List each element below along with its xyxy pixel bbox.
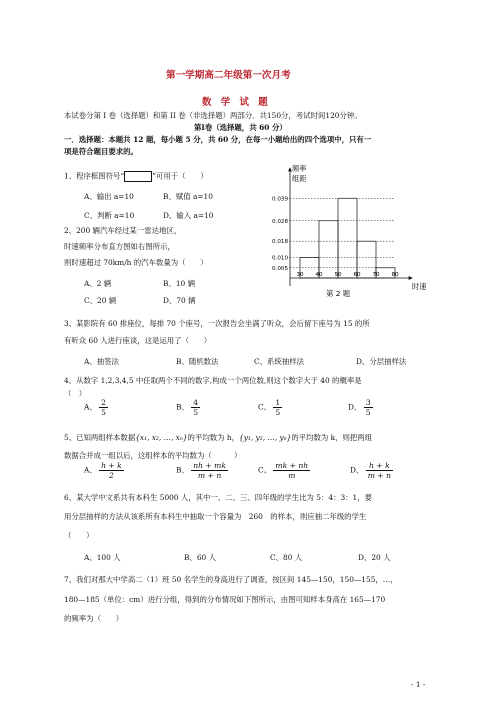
q5-line-2: 数据合并成一组以后，这组样本的平均数为（ ） <box>64 451 242 460</box>
q7-line-2: 180—185（单位：cm）进行分组，得到的分布情况如下图所示，由图可知样本身高在 165—170 <box>64 595 386 604</box>
q4-option-a <box>84 398 108 417</box>
q5-option-c <box>258 461 310 480</box>
q4-option-b-label: B、 <box>176 402 189 412</box>
y-axis-label-bottom: 组距 <box>292 174 307 183</box>
q2-line-2: 时速频率分布直方图如右图所示， <box>64 242 175 251</box>
q2-option-a: A、2 辆 <box>84 279 112 288</box>
instruction-line-2: 项是符合题目要求的。 <box>64 147 138 156</box>
q4-option-b-fraction <box>191 398 200 417</box>
q5-set-y: {y₁, y₂, …, yₙ} <box>239 433 292 442</box>
denominator: 5 <box>193 408 199 417</box>
q1-option-c: C、判断 a=10 <box>84 211 135 220</box>
q5-line-1-c: 的平均数为 k，则把两组 <box>291 433 373 442</box>
denominator: 5 <box>275 408 281 417</box>
y-tick-label: 0.010 <box>271 255 288 262</box>
q4-option-d-fraction <box>364 398 373 417</box>
denominator: m + n <box>367 471 391 480</box>
q4-line-2: （ ） <box>64 389 87 398</box>
q1-option-d: D、输入 a=10 <box>163 211 214 220</box>
y-tick-label: 0.039 <box>271 196 288 203</box>
q7-line-3: 的频率为（ ） <box>64 614 124 623</box>
q6-line-2: 用分层抽样的方法从该系所有本科生中抽取一个容量为 260 的样本，则应抽二年级的学生 <box>64 512 367 521</box>
q5-line-1-a: 5、已知两组样本数据 <box>64 433 136 442</box>
section-header: 第Ⅰ卷（选择题，共 60 分） <box>194 123 287 132</box>
intro-text: 本试卷分第 I 卷（选择题）和第 II 卷（非选择题）两部分．共150分，考试时间120分钟。 <box>64 111 362 120</box>
q3-line-1: 3、某影院有 60 排座位，每排 70 个座号，一次报告会坐满了听众，会后留下座号为 15 的所 <box>64 319 370 328</box>
q5-option-b <box>176 461 228 480</box>
histogram-bar-40-50 <box>319 221 338 278</box>
q3-option-a: A、抽签法 <box>84 357 119 366</box>
q5-option-d-label: D、 <box>350 465 364 475</box>
q4-option-c-fraction <box>273 398 282 417</box>
q2-option-d: D、70 辆 <box>163 296 196 305</box>
x-tick-label: 80 <box>391 272 399 278</box>
page-title: 第一学期高二年级第一次月考 <box>166 70 291 81</box>
q5-option-a <box>84 461 124 480</box>
q1-stem-a: 1、程序框图符号“ <box>64 171 125 181</box>
q2-option-c: C、20 辆 <box>84 296 117 305</box>
q5-option-a-fraction <box>99 461 124 480</box>
q4-option-c-label: C、 <box>258 402 272 412</box>
histogram-bar-50-60 <box>338 198 357 278</box>
frequency-histogram <box>256 158 442 300</box>
denominator: m + n <box>197 471 222 480</box>
q4-option-c <box>258 398 282 417</box>
q6-option-d: D、20 人 <box>358 553 391 562</box>
q4-option-a-fraction <box>99 398 108 417</box>
page-number: - 1 - <box>411 680 426 689</box>
y-axis-label-top: 频率 <box>292 164 307 173</box>
instruction-line-1: 一．选择题：本题共 12 题，每小题 5 分，共 60 分，在每一小题给出的四个选项中，只有一 <box>64 135 372 144</box>
numerator: h + k <box>101 461 122 470</box>
q5-option-b-fraction <box>191 461 228 480</box>
x-tick-label: 70 <box>372 272 380 278</box>
y-tick-label: 0.028 <box>271 218 288 225</box>
numerator: 3 <box>365 398 371 407</box>
denominator: 5 <box>101 408 106 417</box>
q4-option-d <box>348 398 373 417</box>
denominator: m <box>288 471 296 480</box>
q1-stem <box>64 171 208 182</box>
x-tick-label: 30 <box>296 272 304 278</box>
q1-option-a: A、输出 a=10 <box>84 192 134 201</box>
q5-set-x: {x₁, x₂, …, xₙ} <box>135 433 188 442</box>
q3-option-b: B、随机数法 <box>176 357 219 366</box>
numerator: 4 <box>193 398 199 407</box>
q3-option-d: D、分层抽样法 <box>356 357 407 366</box>
chart-caption: 第 2 题 <box>326 289 351 298</box>
y-tick-label: 0.018 <box>271 239 288 246</box>
x-axis-label: 时速 <box>412 282 427 291</box>
q2-option-b: B、10 辆 <box>163 279 195 288</box>
numerator: 1 <box>275 398 281 407</box>
q4-option-b <box>176 398 200 417</box>
q5-option-b-label: B、 <box>176 465 189 475</box>
denominator: 5 <box>365 408 371 417</box>
q4-option-a-label: A、 <box>84 402 97 412</box>
numerator: mk + nh <box>275 461 309 470</box>
x-tick-label: 50 <box>334 272 342 278</box>
x-tick-label: 40 <box>315 272 323 278</box>
denominator: 2 <box>109 471 114 480</box>
q4-line-1: 4、从数字 1,2,3,4,5 中任取两个不同的数字,构成一个两位数,则这个数字大于 40 的概率是 <box>64 376 362 385</box>
q7-line-1: 7、我们对那大中学高二（1）班 50 名学生的身高进行了调查，按区间 145—150，150—155，…， <box>64 575 398 584</box>
numerator: nh + mk <box>193 461 226 470</box>
page-subtitle: 数 学 试 题 <box>202 97 268 108</box>
q3-option-c: C、系统抽样法 <box>254 357 304 366</box>
q5-option-d-fraction <box>366 461 393 480</box>
q3-line-2: 有听众 60 人进行座谈，这是运用了（ ） <box>64 336 212 345</box>
q4-option-d-label: D、 <box>348 402 362 412</box>
x-tick-label: 60 <box>353 272 361 278</box>
q6-line-1: 6、某大学中文系共有本科生 5000 人，其中一、二、三、四年级的学生比为 5：4：3：1，要 <box>64 493 373 502</box>
flowchart-box-symbol <box>124 171 152 182</box>
q5-option-a-label: A、 <box>84 465 97 475</box>
y-tick-label: 0.005 <box>271 265 288 272</box>
q5-option-d <box>350 461 393 480</box>
q2-line-1: 2、200 辆汽车经过某一雷达地区， <box>64 226 182 235</box>
q5-line-1-b: 的平均数为 h， <box>187 433 240 442</box>
q6-line-3: （ ） <box>64 531 94 540</box>
q2-line-3: 则时速超过 70km/h 的汽车数量为（ ） <box>64 258 208 267</box>
q1-option-b: B、赋值 a=10 <box>163 192 213 201</box>
q6-option-c: C、80 人 <box>270 553 303 562</box>
q5-line-1 <box>64 433 372 442</box>
numerator: 2 <box>101 398 106 407</box>
q6-option-a: A、100 人 <box>84 553 121 562</box>
q5-option-c-fraction <box>273 461 310 480</box>
q5-option-c-label: C、 <box>258 465 272 475</box>
q6-option-b: B、60 人 <box>184 553 216 562</box>
numerator: h + k <box>366 461 393 471</box>
q1-stem-b: ”可用于（ ） <box>152 171 208 181</box>
